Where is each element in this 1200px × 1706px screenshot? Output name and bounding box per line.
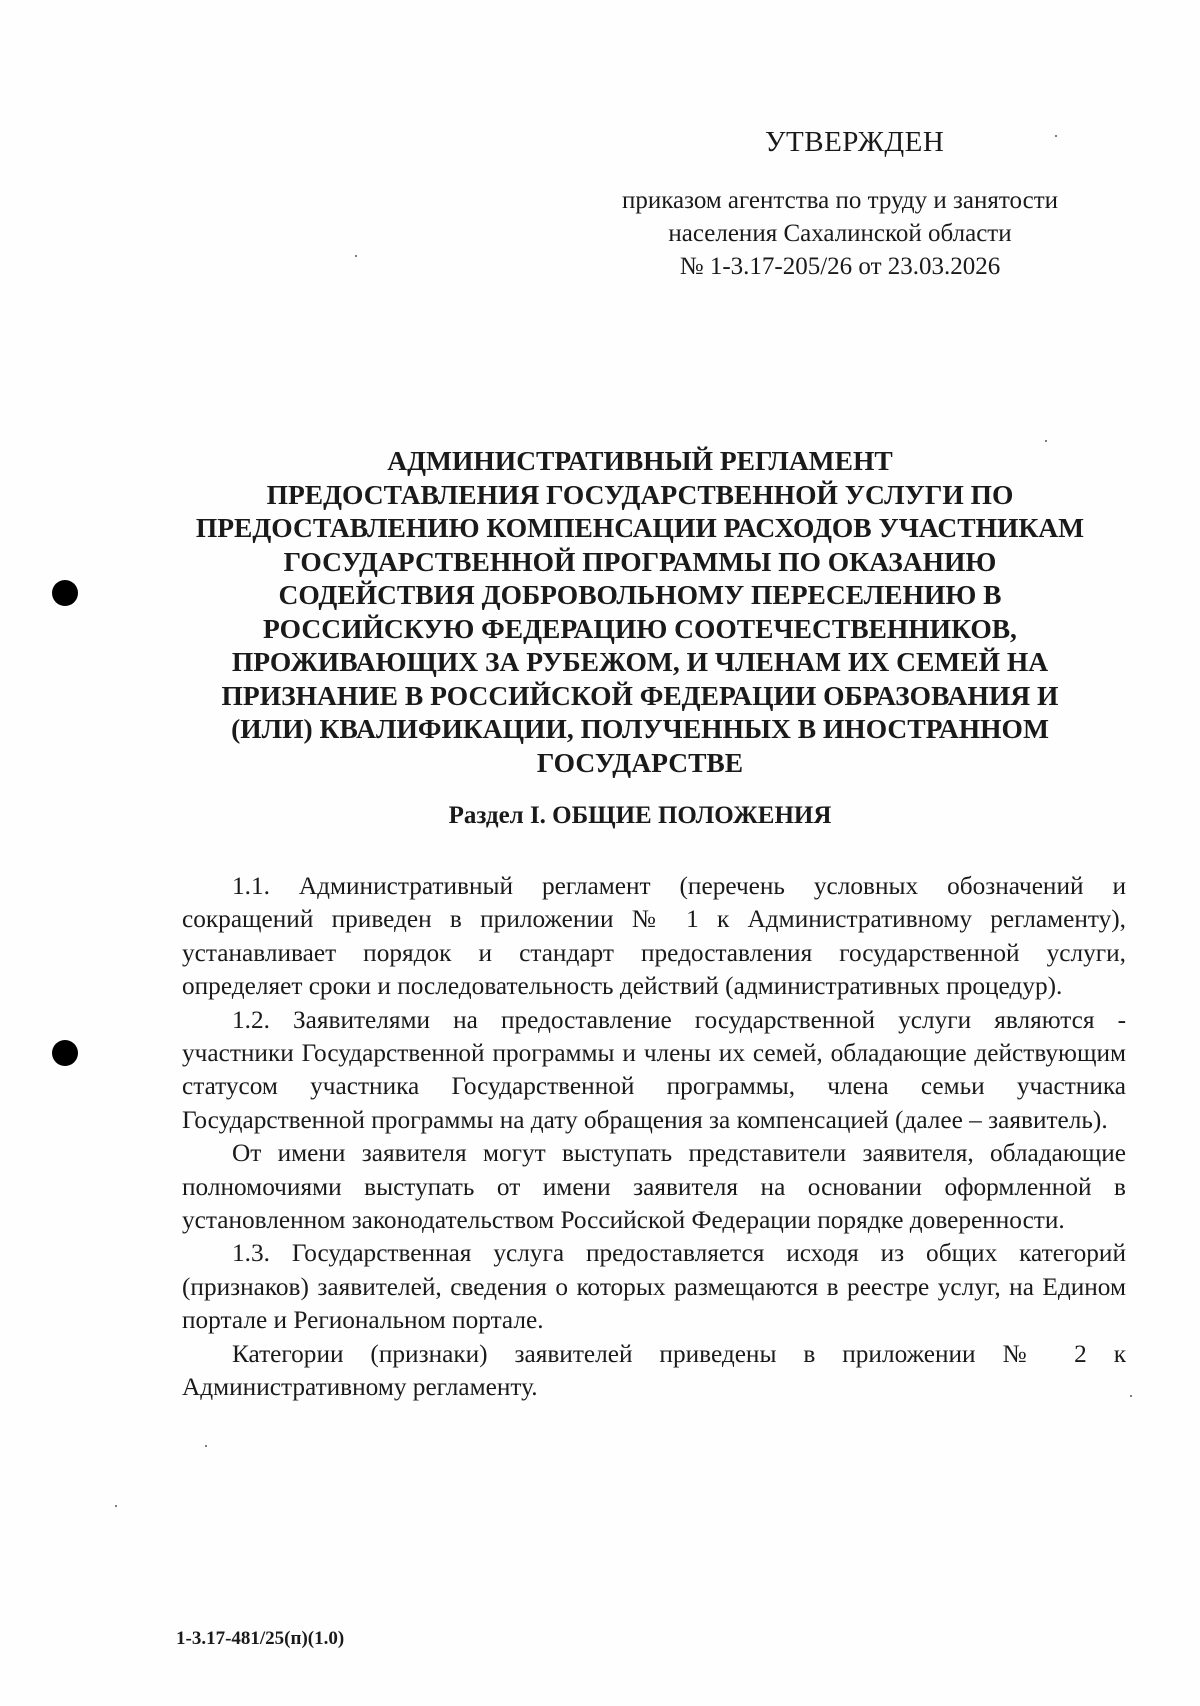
paragraph: 1.3. Государственная услуга предоставляется исходя из общих категорий (признаков) заявителей, сведения о которых размещаются в реестре услуг, на Едином портале и Региональном портале. bbox=[182, 1239, 1126, 1335]
scan-speck bbox=[355, 255, 357, 257]
title-line: ГОСУДАРСТВЕННОЙ ПРОГРАММЫ ПО ОКАЗАНИЮ bbox=[283, 545, 997, 577]
footer-document-code: 1-3.17-481/25(п)(1.0) bbox=[176, 1628, 345, 1649]
document-title bbox=[140, 444, 1140, 779]
scan-speck bbox=[1055, 135, 1057, 137]
title-line: АДМИНИСТРАТИВНЫЙ РЕГЛАМЕНТ bbox=[387, 445, 893, 476]
paragraph: Категории (признаки) заявителей приведены в приложении № 2 к Административному регламенту. bbox=[182, 1339, 1126, 1402]
title-line: ПРЕДОСТАВЛЕНИЮ КОМПЕНСАЦИИ РАСХОДОВ УЧАСТНИКАМ bbox=[195, 512, 1085, 543]
title-line: ПРОЖИВАЮЩИХ ЗА РУБЕЖОМ, И ЧЛЕНАМ ИХ СЕМЕЙ НА bbox=[231, 646, 1049, 677]
scan-speck bbox=[1045, 440, 1047, 442]
punch-hole bbox=[52, 1040, 78, 1066]
punch-hole bbox=[52, 580, 78, 606]
paragraph: 1.2. Заявителями на предоставление государственной услуги являются - участники Государственной программы и члены их семей, обладающие действующим статусом участника Государственной программы, члена семьи участника Государственной программы на дату обращения за компенсацией (далее – заявитель). bbox=[182, 1005, 1126, 1134]
scan-speck bbox=[205, 1445, 207, 1447]
approval-order-reference bbox=[570, 184, 1110, 283]
title-line: ГОСУДАРСТВЕ bbox=[536, 746, 744, 778]
document-body bbox=[182, 870, 1126, 1405]
title-line: РОССИЙСКУЮ ФЕДЕРАЦИЮ СООТЕЧЕСТВЕННИКОВ, bbox=[263, 612, 1017, 644]
title-line: ПРИЗНАНИЕ В РОССИЙСКОЙ ФЕДЕРАЦИИ ОБРАЗОВАНИЯ И bbox=[221, 679, 1059, 711]
title-line: ПРЕДОСТАВЛЕНИЯ ГОСУДАРСТВЕННОЙ УСЛУГИ ПО bbox=[266, 478, 1014, 510]
section-heading: Раздел I. ОБЩИЕ ПОЛОЖЕНИЯ bbox=[448, 802, 832, 829]
approval-line: № 1-3.17-205/26 от 23.03.2026 bbox=[679, 253, 1001, 280]
title-line: (ИЛИ) КВАЛИФИКАЦИИ, ПОЛУЧЕННЫХ В ИНОСТРАННОМ bbox=[231, 713, 1049, 744]
title-line: СОДЕЙСТВИЯ ДОБРОВОЛЬНОМУ ПЕРЕСЕЛЕНИЮ В bbox=[278, 579, 1002, 610]
scan-speck bbox=[115, 1505, 117, 1507]
approval-title: УТВЕРЖДЕН bbox=[765, 126, 945, 158]
paragraph: 1.1. Административный регламент (перечень условных обозначений и сокращений приведен в приложении № 1 к Административному регламенту), устанавливает порядок и стандарт предоставления государственной услуги, определяет сроки и последовательность действий (административных процедур). bbox=[182, 872, 1126, 1001]
scan-speck bbox=[1130, 1395, 1132, 1397]
approval-line: приказом агентства по труду и занятости bbox=[621, 187, 1059, 214]
approval-line: населения Сахалинской области bbox=[668, 220, 1012, 247]
paragraph: От имени заявителя могут выступать представители заявителя, обладающие полномочиями выступать от имени заявителя на основании оформленной в установленном законодательством Российской Федерации порядке доверенности. bbox=[182, 1139, 1126, 1235]
